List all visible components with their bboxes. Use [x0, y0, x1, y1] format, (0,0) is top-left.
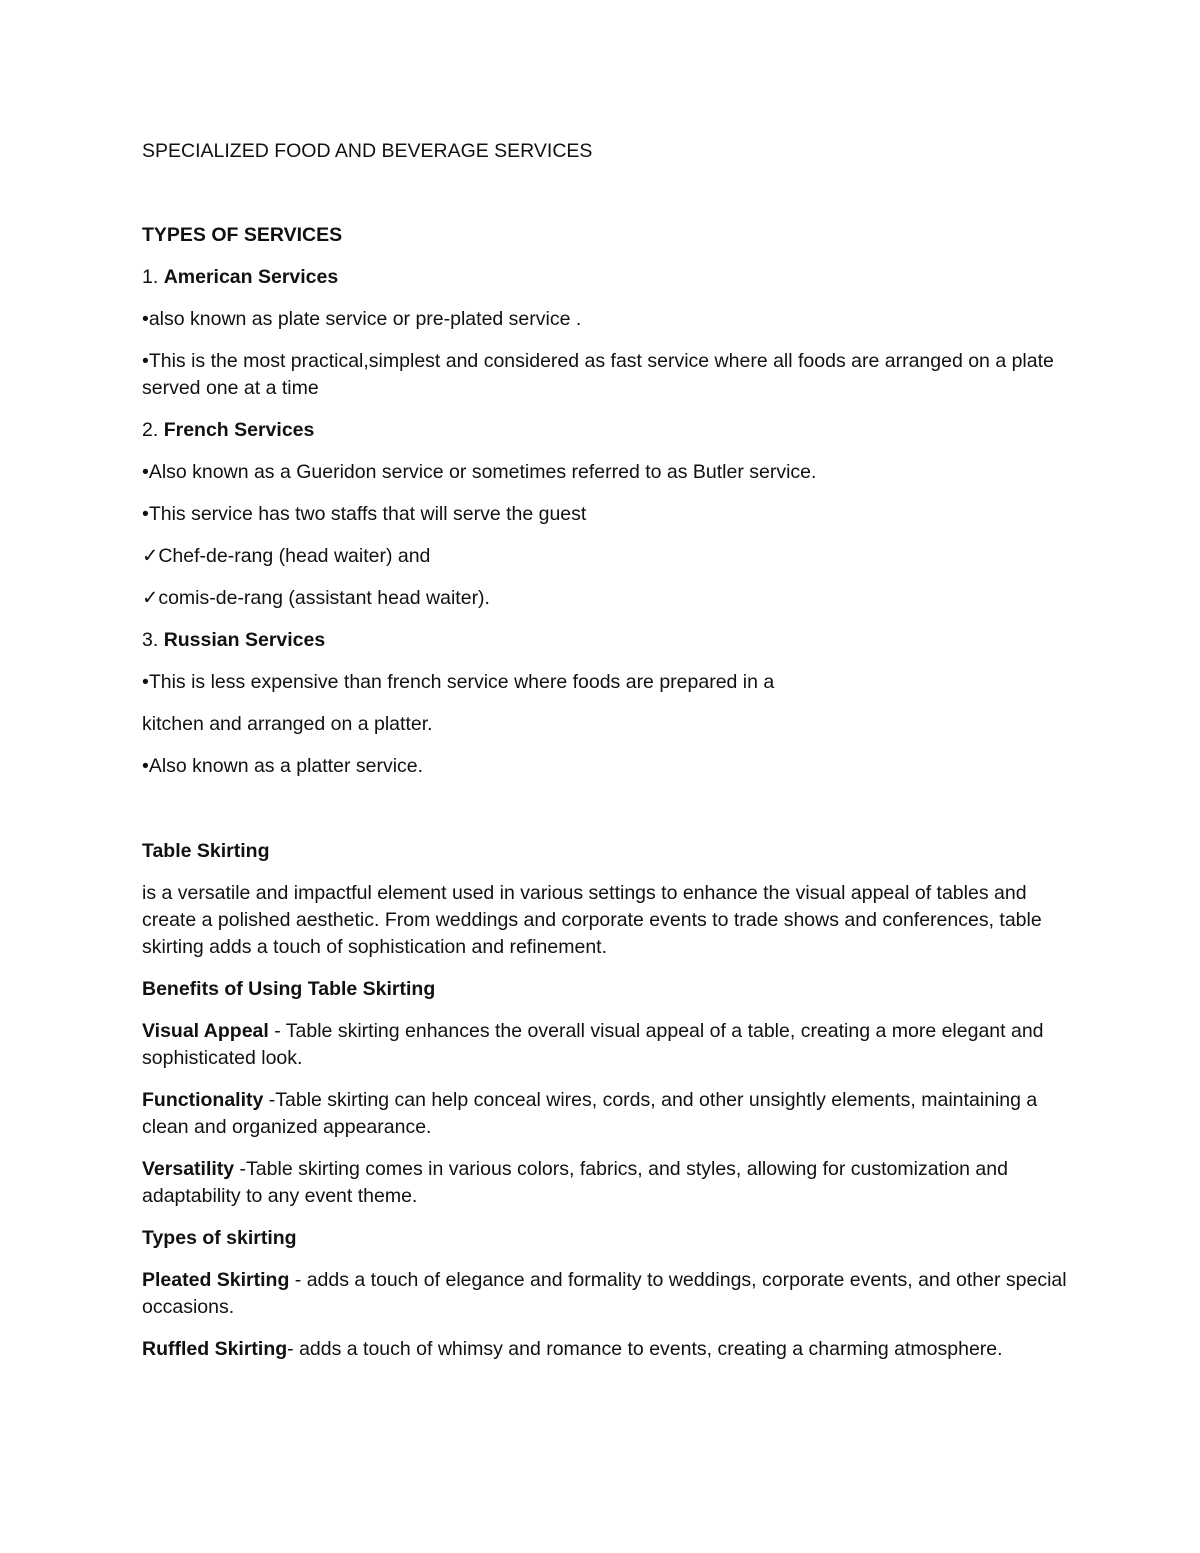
french-number: 2.	[142, 419, 164, 441]
benefit-text: -Table skirting can help conceal wires, cords, and other unsightly elements, maintaining a clean and organized appearance.	[142, 1089, 1038, 1138]
benefit-term: Functionality	[142, 1089, 264, 1111]
skirting-type-text: - adds a touch of whimsy and romance to events, creating a charming atmosphere.	[287, 1338, 1003, 1360]
benefit-text: - Table skirting enhances the overall visual appeal of a table, creating a more elegant and sophisticated look.	[142, 1020, 1044, 1069]
services-heading: TYPES OF SERVICES	[142, 224, 343, 246]
benefit-versatility	[142, 1156, 1072, 1210]
russian-services-heading	[142, 627, 1072, 654]
russian-bullet-1-continued: kitchen and arranged on a platter.	[142, 713, 433, 735]
french-services-heading	[142, 417, 1072, 444]
american-bullet-2: •This is the most practical,simplest and considered as fast service where all foods are arranged on a plate served one at a time	[142, 350, 1054, 399]
benefit-term: Versatility	[142, 1158, 235, 1180]
skirting-type-term: Ruffled Skirting	[142, 1338, 288, 1360]
american-services-heading	[142, 264, 1072, 291]
document-title: SPECIALIZED FOOD AND BEVERAGE SERVICES	[142, 140, 593, 162]
skirting-type-pleated	[142, 1267, 1072, 1321]
french-check-1: ✓Chef-de-rang (head waiter) and	[142, 545, 431, 567]
french-name: French Services	[163, 419, 315, 441]
table-skirting-heading: Table Skirting	[142, 840, 270, 862]
benefit-term: Visual Appeal	[142, 1020, 269, 1042]
skirting-type-text: - adds a touch of elegance and formality to weddings, corporate events, and other special occasions.	[142, 1269, 1067, 1318]
document-body	[142, 138, 1072, 1378]
benefit-text: -Table skirting comes in various colors, fabrics, and styles, allowing for customization and adaptability to any event theme.	[142, 1158, 1008, 1207]
russian-bullet-1: •This is less expensive than french service where foods are prepared in a	[142, 671, 775, 693]
table-skirting-intro: is a versatile and impactful element used in various settings to enhance the visual appeal of tables and create a polished aesthetic. From weddings and corporate events to trade shows and conferences, table skirting adds a touch of sophistication and refinement.	[142, 882, 1042, 958]
skirting-type-term: Pleated Skirting	[142, 1269, 290, 1291]
russian-name: Russian Services	[163, 629, 326, 651]
american-name: American Services	[163, 266, 339, 288]
american-bullet-1: •also known as plate service or pre-plated service .	[142, 308, 582, 330]
skirting-types-heading: Types of skirting	[142, 1227, 297, 1249]
benefit-visual-appeal	[142, 1018, 1072, 1072]
french-check-2: ✓comis-de-rang (assistant head waiter).	[142, 587, 490, 609]
french-bullet-2: •This service has two staffs that will serve the guest	[142, 503, 587, 525]
american-number: 1.	[142, 266, 164, 288]
benefits-heading: Benefits of Using Table Skirting	[142, 978, 436, 1000]
russian-bullet-2: •Also known as a platter service.	[142, 755, 424, 777]
french-bullet-1: •Also known as a Gueridon service or sometimes referred to as Butler service.	[142, 461, 817, 483]
skirting-type-ruffled	[142, 1336, 1072, 1363]
russian-number: 3.	[142, 629, 164, 651]
benefit-functionality	[142, 1087, 1072, 1141]
